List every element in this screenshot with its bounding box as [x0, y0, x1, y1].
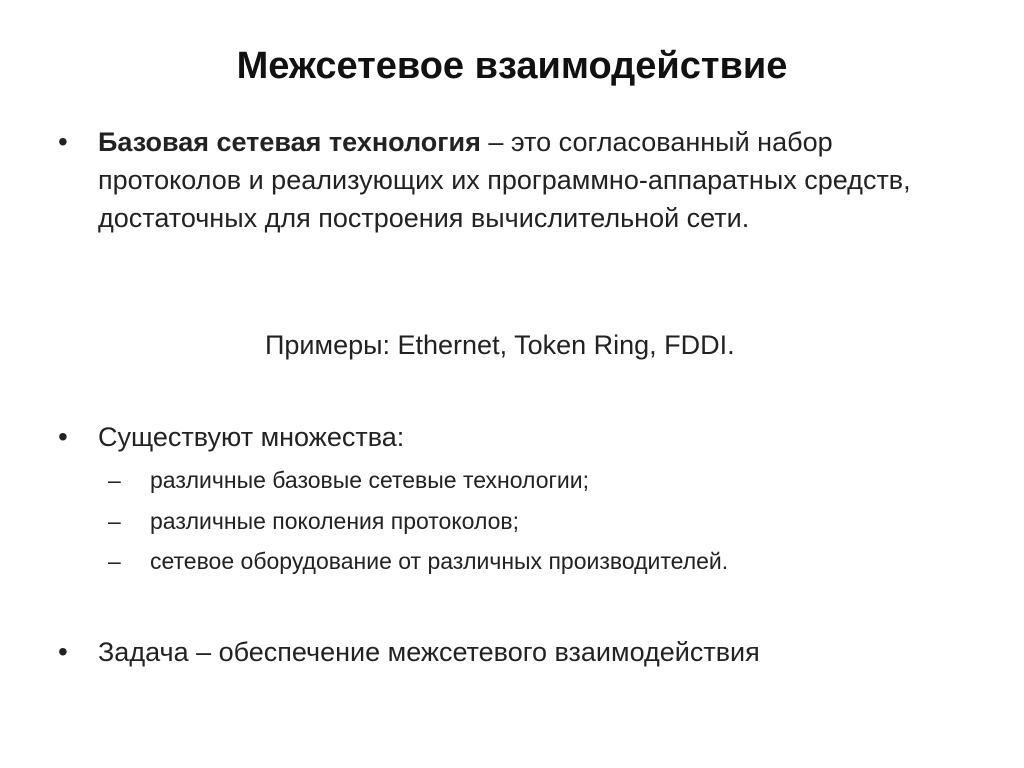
sub-item-text: различные поколения протоколов;	[150, 508, 520, 534]
bullet-icon: •	[58, 421, 68, 452]
bullet-term: Базовая сетевая технология	[98, 127, 481, 157]
bullet-icon: •	[58, 636, 68, 667]
bullet-text: Задача – обеспечение межсетевого взаимодействия	[98, 637, 760, 667]
bullet-icon: •	[58, 126, 68, 157]
bullet-text	[98, 123, 958, 237]
slide-title: Межсетевое взаимодействие	[236, 45, 788, 87]
examples-line: Примеры: Ethernet, Token Ring, FDDI.	[265, 330, 735, 360]
dash-icon: –	[108, 548, 121, 574]
sub-item-text: сетевое оборудование от различных производителей.	[150, 548, 729, 574]
bullet-text: Существуют множества:	[98, 422, 405, 452]
bullet-definition: – это согласованный набор протоколов и реализующих их программно-аппаратных средств, достаточных для построения вычислительной сети.	[98, 127, 911, 233]
dash-icon: –	[108, 508, 121, 534]
dash-icon: –	[108, 467, 121, 493]
sub-item-text: различные базовые сетевые технологии;	[150, 467, 589, 493]
